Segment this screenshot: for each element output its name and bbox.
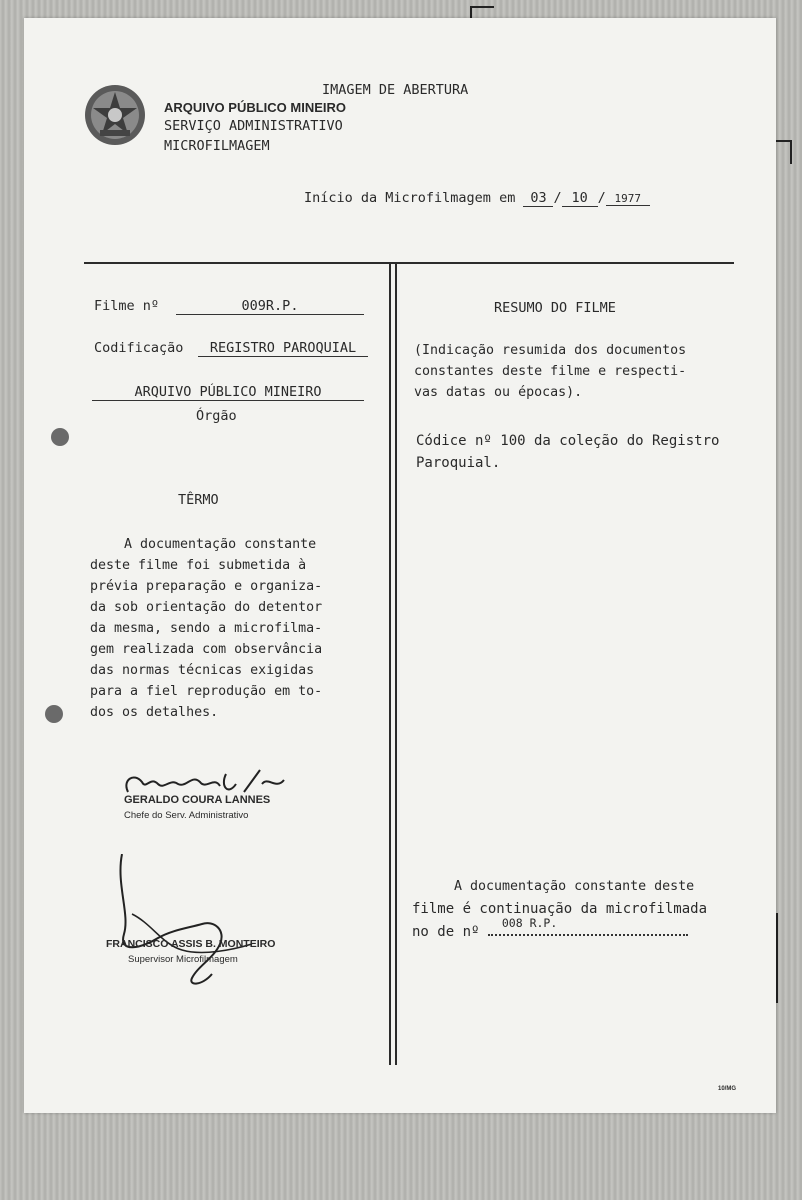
- summary-hint-line: vas datas ou épocas).: [414, 385, 583, 400]
- codification-value: REGISTRO PAROQUIAL: [198, 340, 368, 357]
- coat-of-arms-seal-icon: [82, 82, 148, 148]
- continuation-note: [412, 876, 707, 943]
- org-department: SERVIÇO ADMINISTRATIVO: [164, 118, 343, 134]
- continuation-dotted-field: [488, 916, 688, 936]
- signer-2-role: Supervisor Microfilmagem: [128, 954, 238, 965]
- header-divider: [84, 262, 734, 264]
- organ-label: Órgão: [196, 408, 237, 424]
- start-date-row: Início da Microfilmagem em 03 / 10 / 1977: [304, 190, 650, 207]
- signature-2-handwriting: [102, 854, 292, 988]
- punch-hole-top: [51, 428, 69, 446]
- signer-1-role: Chefe do Serv. Administrativo: [124, 810, 249, 821]
- summary-hint: [414, 340, 686, 403]
- codex-description: [416, 430, 719, 474]
- document-sheet: [24, 18, 776, 1113]
- footer-form-code: 10/MG: [718, 1086, 737, 1092]
- start-date-month: 10: [562, 190, 598, 207]
- column-divider-left: [389, 263, 391, 1065]
- term-line: das normas técnicas exigidas: [90, 663, 315, 678]
- organ-value: ARQUIVO PÚBLICO MINEIRO: [92, 384, 364, 401]
- punch-hole-bottom: [45, 705, 63, 723]
- film-summary-title: RESUMO DO FILME: [494, 300, 616, 316]
- continuation-line: A documentação constante deste: [454, 879, 695, 894]
- term-line: para a fiel reprodução em to-: [90, 684, 323, 699]
- summary-hint-line: constantes deste filme e respecti-: [414, 364, 687, 379]
- term-line: A documentação constante: [124, 537, 317, 552]
- codex-line: Códice nº 100 da coleção do Registro: [416, 433, 720, 449]
- continuation-prefix: no de nº: [412, 924, 480, 940]
- film-number-label: Filme nº: [94, 298, 160, 314]
- film-number-value: 009R.P.: [176, 298, 364, 315]
- signer-2-name: FRANCISCO ASSIS B. MONTEIRO: [106, 938, 276, 950]
- term-line: dos os detalhes.: [90, 705, 219, 720]
- column-divider-right: [395, 263, 397, 1065]
- start-date-day: 03: [523, 190, 553, 207]
- start-date-label: Início da Microfilmagem em: [304, 190, 516, 206]
- term-line: prévia preparação e organiza-: [90, 579, 323, 594]
- term-line: da sob orientação do detentor: [90, 600, 323, 615]
- signer-1-name: GERALDO COURA LANNES: [124, 794, 271, 806]
- codex-line: Paroquial.: [416, 455, 501, 471]
- term-line: gem realizada com observância: [90, 642, 323, 657]
- term-paragraph: [90, 534, 322, 723]
- codification-label: Codificação: [94, 340, 184, 356]
- document-title: IMAGEM DE ABERTURA: [322, 82, 469, 98]
- continuation-line: filme é continuação da microfilmada: [412, 901, 708, 917]
- summary-hint-line: (Indicação resumida dos documentos: [414, 343, 687, 358]
- continuation-ref: [412, 916, 707, 943]
- start-date-year: 1977: [606, 192, 650, 206]
- term-title: TÊRMO: [178, 492, 219, 508]
- org-name: ARQUIVO PÚBLICO MINEIRO: [164, 100, 347, 115]
- org-section: MICROFILMAGEM: [164, 138, 270, 154]
- term-line: da mesma, sendo a microfilma-: [90, 621, 323, 636]
- term-line: deste filme foi submetida à: [90, 558, 307, 573]
- continuation-film-number: 008 R.P.: [501, 916, 558, 930]
